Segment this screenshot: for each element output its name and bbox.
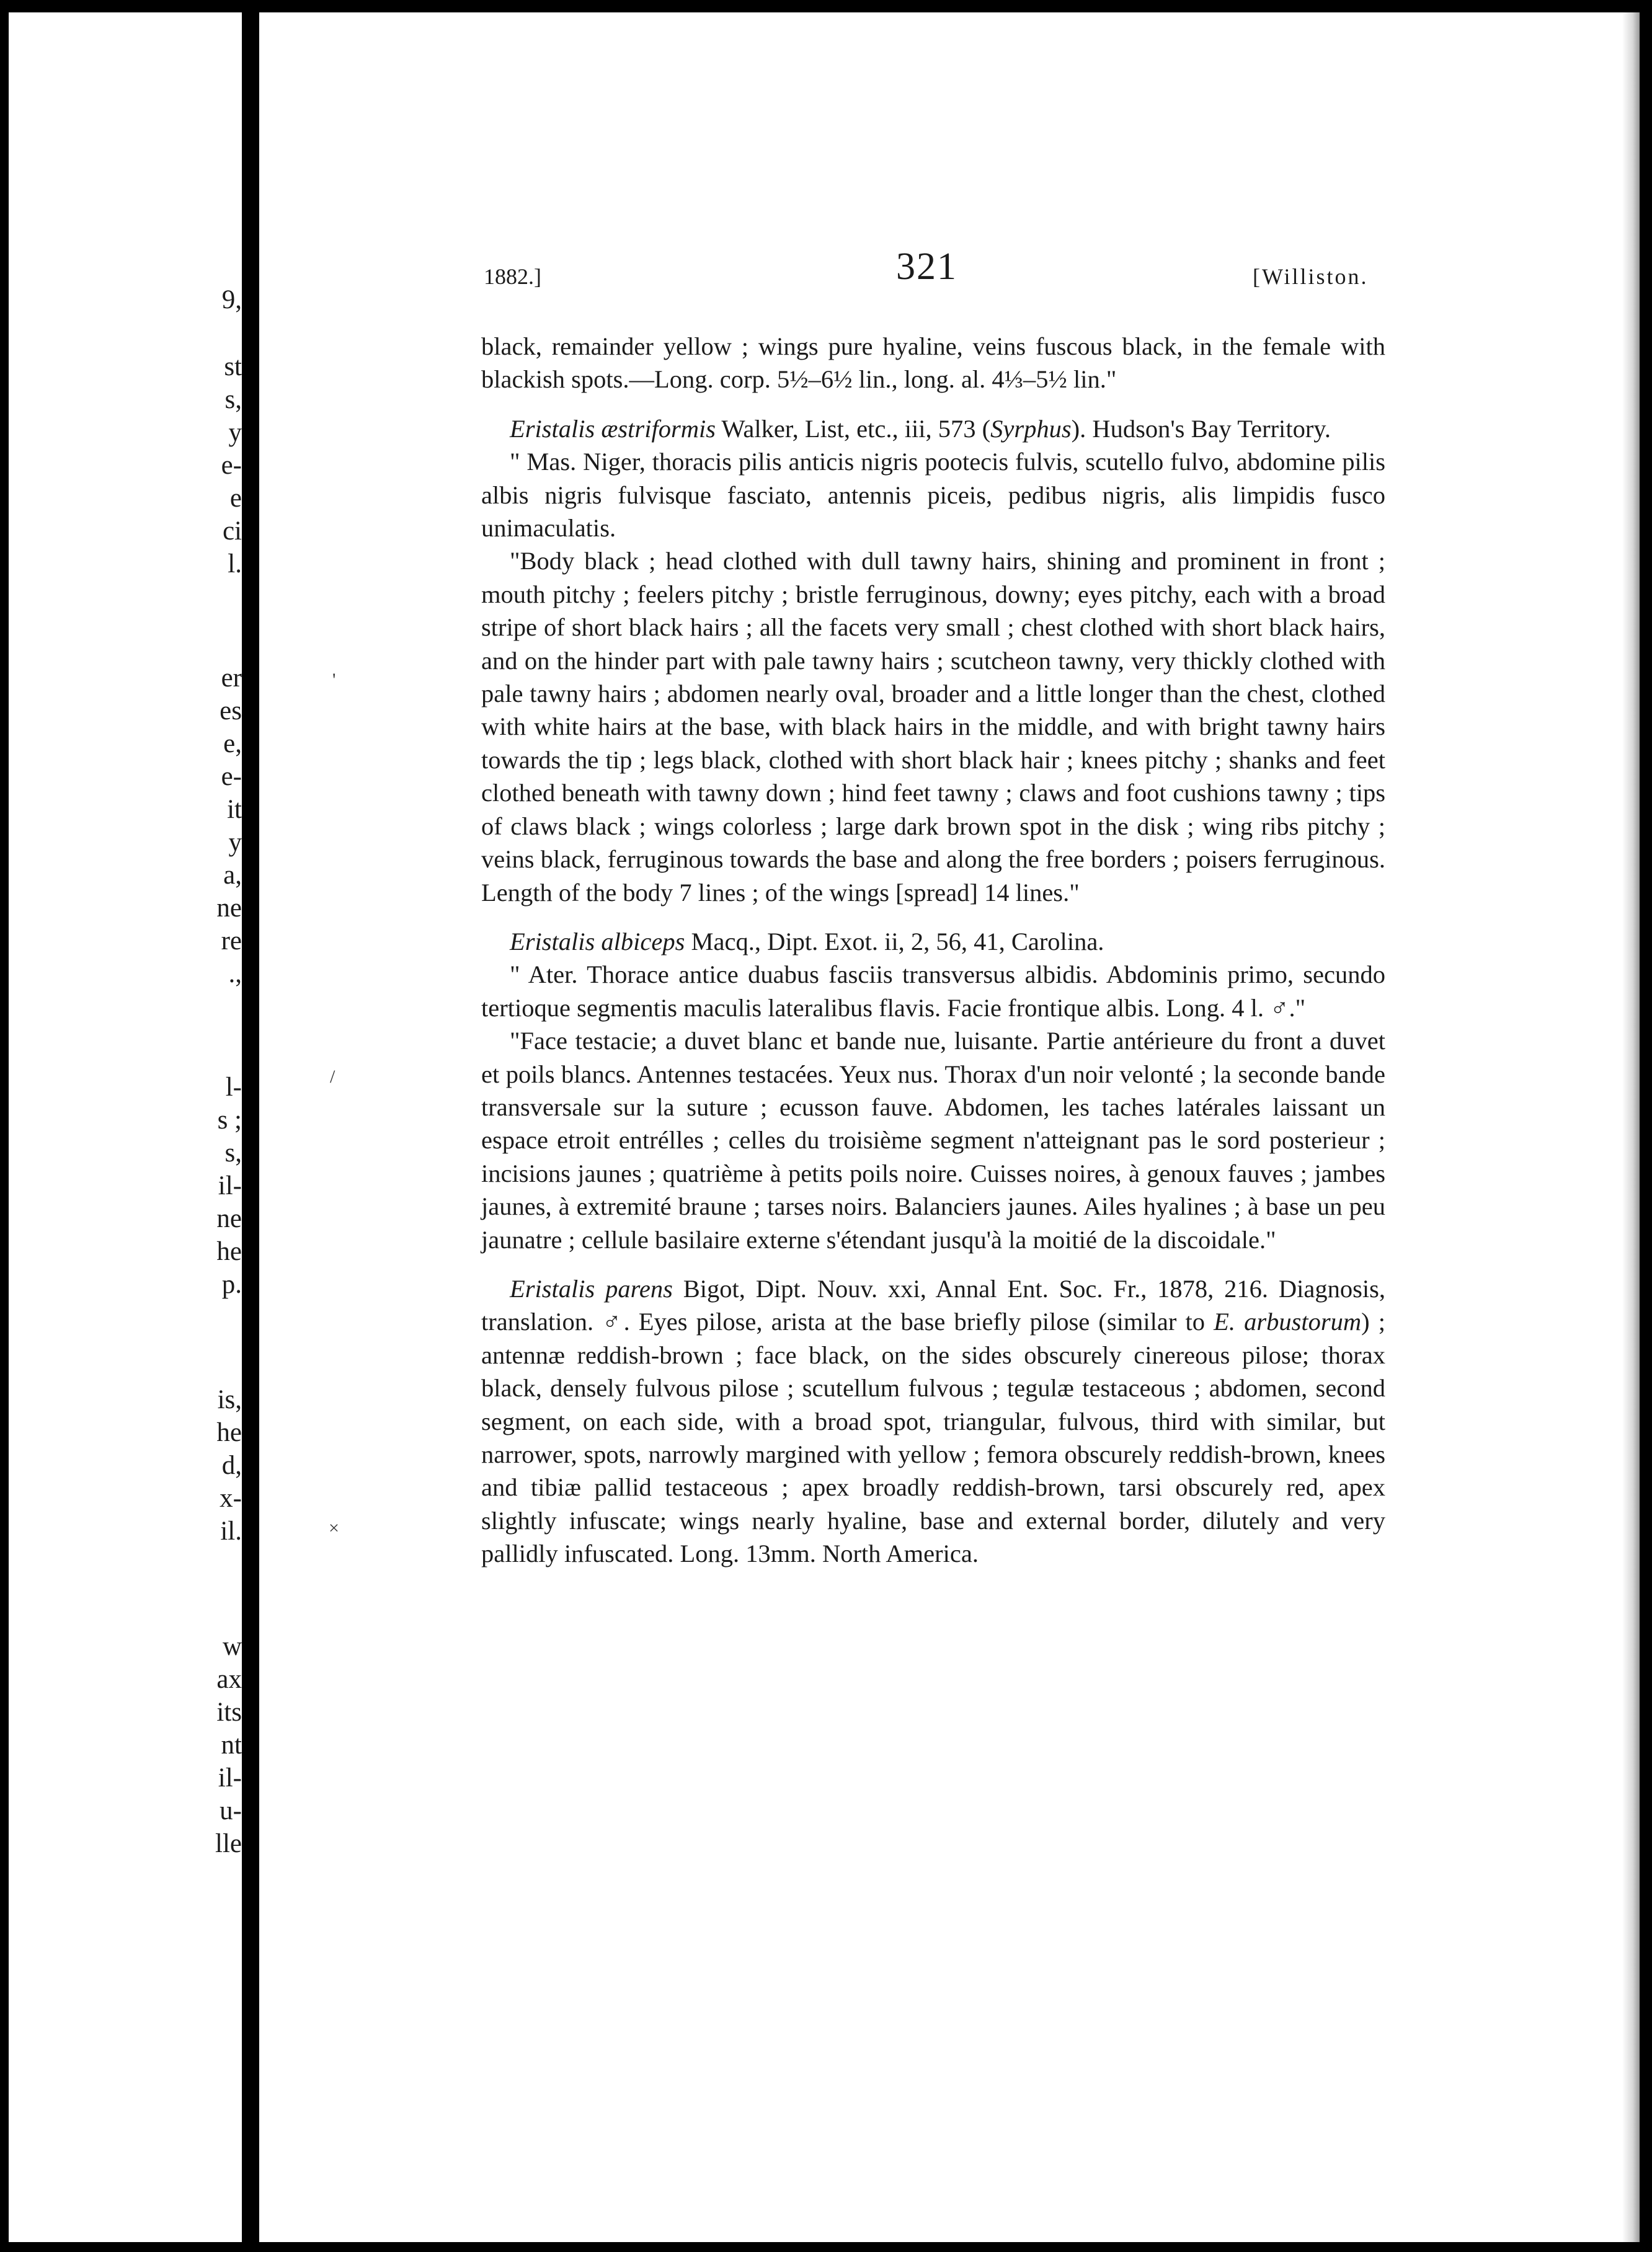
facing-line-fragment: e- bbox=[221, 762, 242, 791]
facing-line-fragment: l. bbox=[228, 549, 242, 579]
facing-line-fragment: y bbox=[228, 418, 242, 447]
scan-border-bottom bbox=[0, 2242, 1652, 2252]
facing-line-fragment: re bbox=[221, 926, 242, 955]
facing-line-fragment: w bbox=[222, 1632, 242, 1661]
facing-line-fragment: p. bbox=[221, 1270, 242, 1299]
scan-speck: ' bbox=[332, 670, 336, 690]
facing-line-fragment: ax bbox=[216, 1665, 242, 1694]
species-entry-parens bbox=[481, 1272, 1385, 1571]
latin-description: " Mas. Niger, thoracis pilis anticis nigris pootecis fulvis, scutello fulvo, abdomine pilis albis nigris fulvisque fasciato, antennis piceis, pedibus nigris, alis limpidis fusco unimaculatis. bbox=[481, 448, 1385, 543]
facing-line-fragment: ci bbox=[222, 516, 242, 546]
facing-line-fragment: ., bbox=[228, 959, 242, 988]
scan-border-top bbox=[0, 0, 1652, 12]
scan-border-left bbox=[0, 0, 9, 2252]
facing-line-fragment: s, bbox=[224, 385, 242, 414]
facing-line-fragment: 9, bbox=[221, 285, 242, 314]
facing-line-fragment: its bbox=[216, 1698, 242, 1727]
species-name: Eristalis æstriformis bbox=[510, 414, 716, 443]
description-text: ) ; antennæ reddish-brown ; face black, on the sides obscurely cinereous pilose; thorax black, densely fulvous pilose ; scutellum fulvous ; tegulæ testaceous ; abdomen, second segment, on each side, with a broad spot, triangular, fulvous, third with similar, but narrower, spots, narrowly margined with yellow ; femora obscurely reddish-brown, knees and tibiæ pallid testaceous ; apex broadly reddish-brown, tarsi obscurely red, apex slightly infuscate; wings nearly hyaline, base and external border, dilutely and very pallidly infuscated. Long. 13mm. North America. bbox=[481, 1308, 1385, 1568]
facing-line-fragment: x- bbox=[220, 1484, 242, 1513]
running-head-author: [Williston. bbox=[1253, 264, 1369, 289]
scan-speck: / bbox=[330, 1066, 335, 1087]
facing-line-fragment: il. bbox=[220, 1517, 242, 1546]
species-entry-aestriformis bbox=[481, 412, 1385, 445]
species-entry-albiceps bbox=[481, 925, 1385, 958]
facing-line-fragment: u- bbox=[220, 1796, 242, 1825]
citation-text: Bigot, Dipt. Nouv. xxi, Annal Ent. Soc. Fr., 1878, 216. Diagnosis, translation. ♂. Eyes pilose, arista at the base briefly pilose (similar to bbox=[481, 1274, 1385, 1336]
facing-line-fragment: e- bbox=[221, 451, 242, 480]
facing-line-fragment: l- bbox=[225, 1073, 242, 1102]
facing-line-fragment: il- bbox=[218, 1763, 242, 1793]
facing-line-fragment: e, bbox=[223, 729, 242, 758]
latin-description: " Ater. Thorace antice duabus fasciis transversus albidis. Abdominis primo, secundo tertioque segmentis maculis lateralibus flavis. Facie frontique albis. Long. 4 l. ♂." bbox=[481, 960, 1385, 1022]
facing-line-fragment: he bbox=[216, 1418, 242, 1447]
facing-line-fragment: il- bbox=[218, 1171, 242, 1200]
species-name: Eristalis parens bbox=[510, 1274, 673, 1303]
facing-line-fragment: y bbox=[228, 828, 242, 857]
running-head-year: 1882.] bbox=[484, 264, 541, 289]
page-number: 321 bbox=[896, 246, 957, 288]
facing-line-fragment: a, bbox=[223, 861, 242, 890]
paragraph-continuation: black, remainder yellow ; wings pure hyaline, veins fuscous black, in the female with blackish spots.—Long. corp. 5½–6½ lin., long. al. 4⅓–5½ lin." bbox=[481, 332, 1385, 394]
citation-text: Walker, List, etc., iii, 573 ( bbox=[715, 414, 991, 443]
citation-text: ). Hudson's Bay Territory. bbox=[1071, 414, 1331, 443]
scan-border-right bbox=[1640, 0, 1652, 2252]
facing-line-fragment: s ; bbox=[217, 1106, 242, 1135]
scan-speck: × bbox=[329, 1518, 339, 1538]
facing-line-fragment: st bbox=[224, 352, 242, 381]
english-description: "Body black ; head clothed with dull tawny hairs, shining and prominent in front ; mouth pitchy ; feelers pitchy ; bristle ferruginous, downy; eyes pitchy, each with a broad stripe of short black hairs ; all the facets very small ; chest clothed with short black hairs, and on the hinder part with pale tawny hairs ; scutcheon tawny, very thickly clothed with pale tawny hairs ; abdomen nearly oval, broader and a little longer than the chest, clothed with white hairs at the base, with black hairs in the middle, and with bright tawny hairs towards the tip ; legs black, clothed with short black hair ; knees pitchy ; shanks and feet clothed beneath with tawny down ; hind feet tawny ; claws and foot cushions tawny ; tips of claws black ; wings colorless ; large dark brown spot in the disk ; wing ribs pitchy ; veins black, ferruginous towards the base and along the free borders ; poisers ferruginous. Length of the body 7 lines ; of the wings [spread] 14 lines." bbox=[481, 547, 1385, 907]
page-edge-shadow bbox=[1622, 12, 1640, 2242]
facing-page-edge bbox=[9, 12, 242, 2242]
facing-line-fragment: es bbox=[220, 696, 242, 725]
citation-text: Macq., Dipt. Exot. ii, 2, 56, 41, Carolina. bbox=[685, 927, 1104, 955]
facing-line-fragment: er bbox=[221, 663, 242, 693]
book-gutter bbox=[242, 12, 259, 2242]
genus-name: Syrphus bbox=[990, 414, 1072, 443]
species-name: Eristalis albiceps bbox=[510, 927, 685, 955]
facing-line-fragment: is, bbox=[217, 1385, 242, 1414]
facing-line-fragment: ne bbox=[216, 1204, 242, 1233]
facing-line-fragment: ne bbox=[216, 893, 242, 923]
facing-line-fragment: e bbox=[229, 484, 242, 513]
facing-line-fragment: he bbox=[216, 1237, 242, 1266]
facing-line-fragment: lle bbox=[215, 1829, 242, 1858]
facing-line-fragment: s, bbox=[224, 1138, 242, 1168]
french-description: "Face testacie; a duvet blanc et bande nue, luisante. Partie antérieure du front a duvet et poils blancs. Antennes testacées. Yeux nus. Thorax d'un noir velonté ; la seconde bande transversale sur la suture ; ecusson fauve. Abdomen, les taches latérales laissant un espace etroit entrélles ; celles du troisième segment n'atteignant pas le sord posterieur ; incisions jaunes ; quatrième à petits poils noire. Cuisses noires, à genoux fauves ; jambes jaunes, à extremité braune ; tarses noirs. Balanciers jaunes. Ailes hyalines ; à base un peu jaunatre ; cellule basilaire externe s'étendant jusqu'à la moitié de la discoidale." bbox=[481, 1027, 1385, 1254]
facing-line-fragment: it bbox=[227, 795, 242, 824]
facing-line-fragment: d, bbox=[221, 1451, 242, 1480]
body-text bbox=[481, 330, 1385, 1571]
facing-line-fragment: nt bbox=[221, 1731, 242, 1760]
species-reference: E. arbustorum bbox=[1214, 1308, 1362, 1336]
